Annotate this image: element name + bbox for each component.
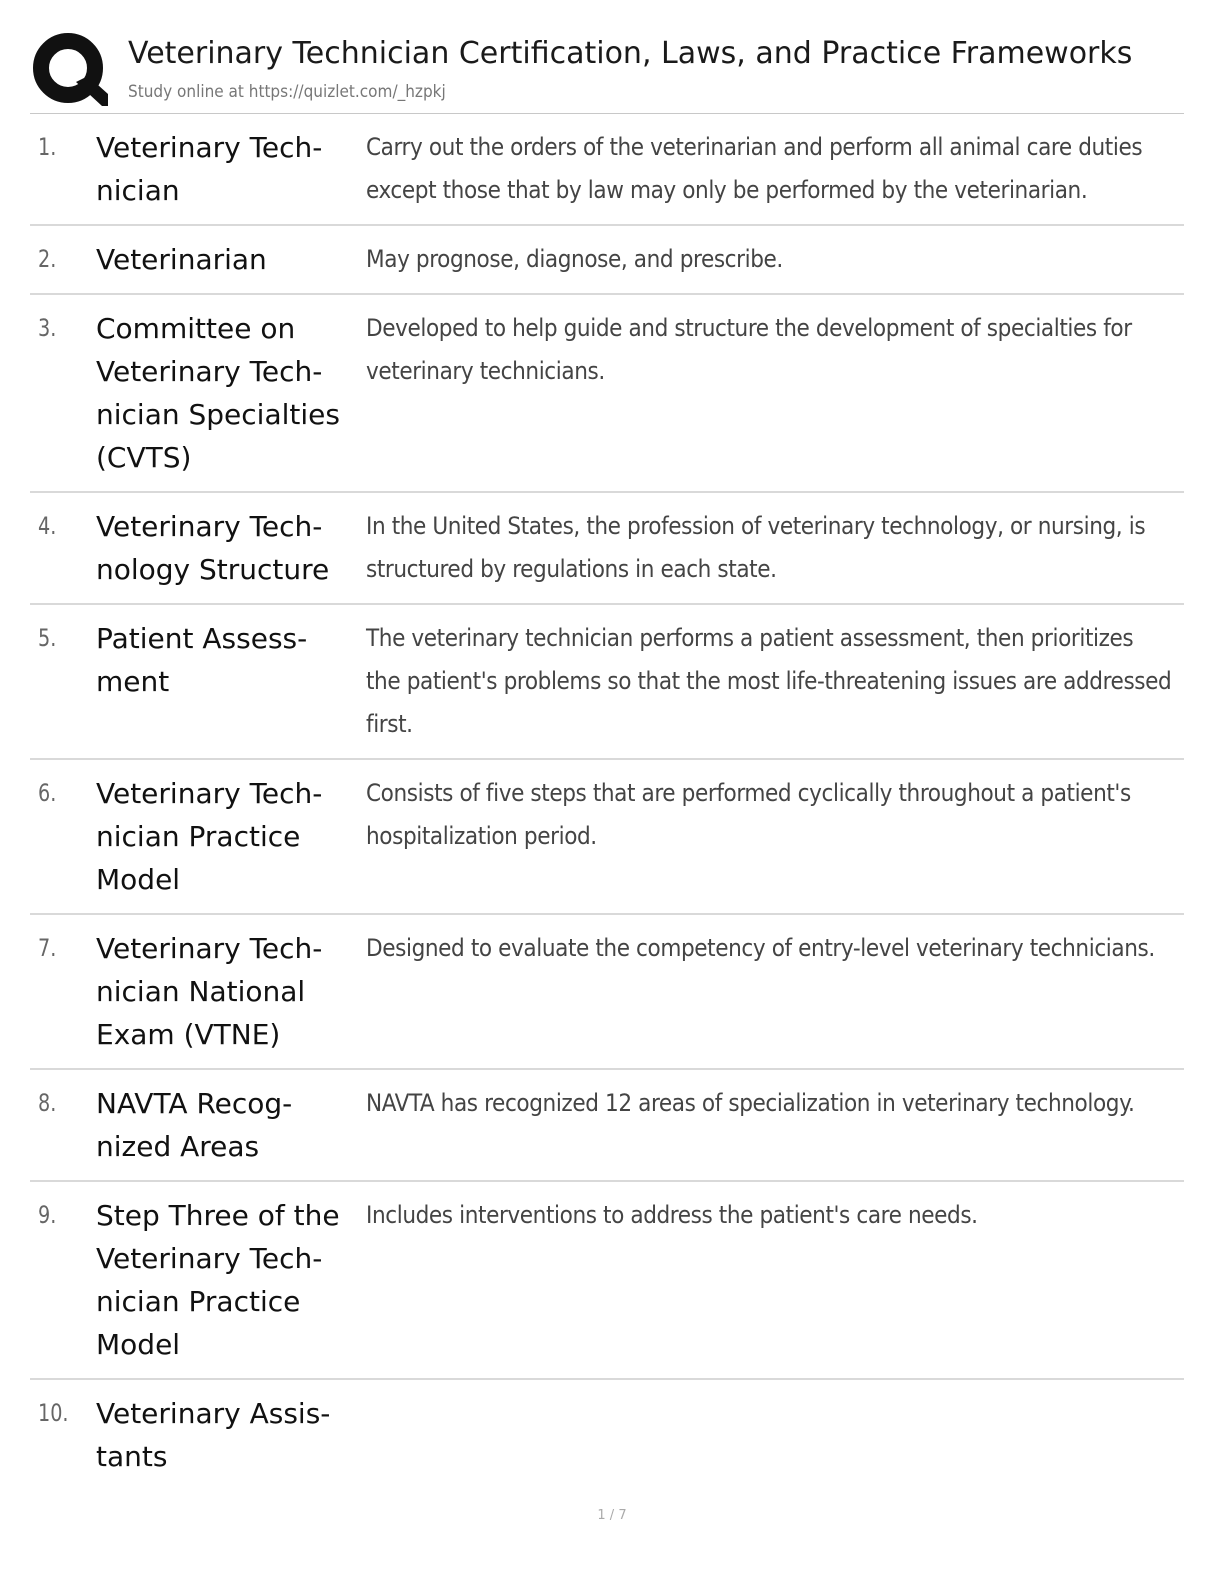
card-definition: Developed to help guide and structure the development of specialties for veterinary technicians. bbox=[366, 314, 1132, 385]
page-header bbox=[30, 28, 1190, 114]
card-definition: Designed to evaluate the competency of entry-level veterinary technicians. bbox=[366, 934, 1155, 962]
card-number: 6. bbox=[38, 779, 57, 807]
card-number: 7. bbox=[38, 934, 57, 962]
card-term: NAVTA Recog- nized Areas bbox=[96, 1087, 293, 1163]
flashcard-row bbox=[30, 114, 1184, 226]
flashcard-row bbox=[30, 226, 1184, 295]
flashcard-row bbox=[30, 760, 1184, 915]
card-term: Step Three of the Veterinary Tech- nician Practice Model bbox=[96, 1199, 340, 1361]
study-online-link[interactable]: Study online at https://quizlet.com/_hzpkj bbox=[128, 82, 446, 102]
card-term: Veterinarian bbox=[96, 243, 267, 276]
card-number: 4. bbox=[38, 512, 57, 540]
quizlet-logo-icon bbox=[32, 32, 108, 108]
card-term: Veterinary Tech- nology Structure bbox=[96, 510, 330, 586]
card-number: 5. bbox=[38, 624, 57, 652]
card-number: 2. bbox=[38, 245, 57, 273]
card-number: 3. bbox=[38, 314, 57, 342]
flashcard-row bbox=[30, 295, 1184, 493]
card-definition: NAVTA has recognized 12 areas of specialization in veterinary technology. bbox=[366, 1089, 1135, 1117]
card-definition: Carry out the orders of the veterinarian and perform all animal care duties except those that by law may only be performed by the veterinarian. bbox=[366, 133, 1143, 204]
flashcard-row bbox=[30, 493, 1184, 605]
card-number: 1. bbox=[38, 133, 57, 161]
card-definition: Includes interventions to address the patient's care needs. bbox=[366, 1201, 978, 1229]
flashcard-list bbox=[30, 114, 1184, 1478]
card-number: 9. bbox=[38, 1201, 57, 1229]
flashcard-row bbox=[30, 1182, 1184, 1380]
flashcard-row bbox=[30, 1380, 1184, 1478]
flashcard-row bbox=[30, 605, 1184, 760]
flashcard-row bbox=[30, 1070, 1184, 1182]
card-definition: Consists of five steps that are performed cyclically throughout a patient's hospitalization period. bbox=[366, 779, 1131, 850]
card-term: Veterinary Tech- nician National Exam (VTNE) bbox=[96, 932, 323, 1051]
card-term: Committee on Veterinary Tech- nician Specialties (CVTS) bbox=[96, 312, 340, 474]
card-term: Veterinary Tech- nician bbox=[96, 131, 323, 207]
card-definition: The veterinary technician performs a patient assessment, then prioritizes the patient's problems so that the most life-threatening issues are addressed first. bbox=[366, 624, 1172, 738]
card-term: Veterinary Assis- tants bbox=[96, 1397, 331, 1473]
card-number: 8. bbox=[38, 1089, 57, 1117]
page-title: Veterinary Technician Certification, Laws, and Practice Frameworks bbox=[128, 36, 1133, 71]
card-term: Patient Assess- ment bbox=[96, 622, 308, 698]
card-definition: In the United States, the profession of veterinary technology, or nursing, is structured by regulations in each state. bbox=[366, 512, 1146, 583]
card-term: Veterinary Tech- nician Practice Model bbox=[96, 777, 323, 896]
flashcard-row bbox=[30, 915, 1184, 1070]
card-number: 10. bbox=[38, 1399, 69, 1427]
card-definition: May prognose, diagnose, and prescribe. bbox=[366, 245, 783, 273]
page-number: 1 / 7 bbox=[597, 1508, 627, 1523]
